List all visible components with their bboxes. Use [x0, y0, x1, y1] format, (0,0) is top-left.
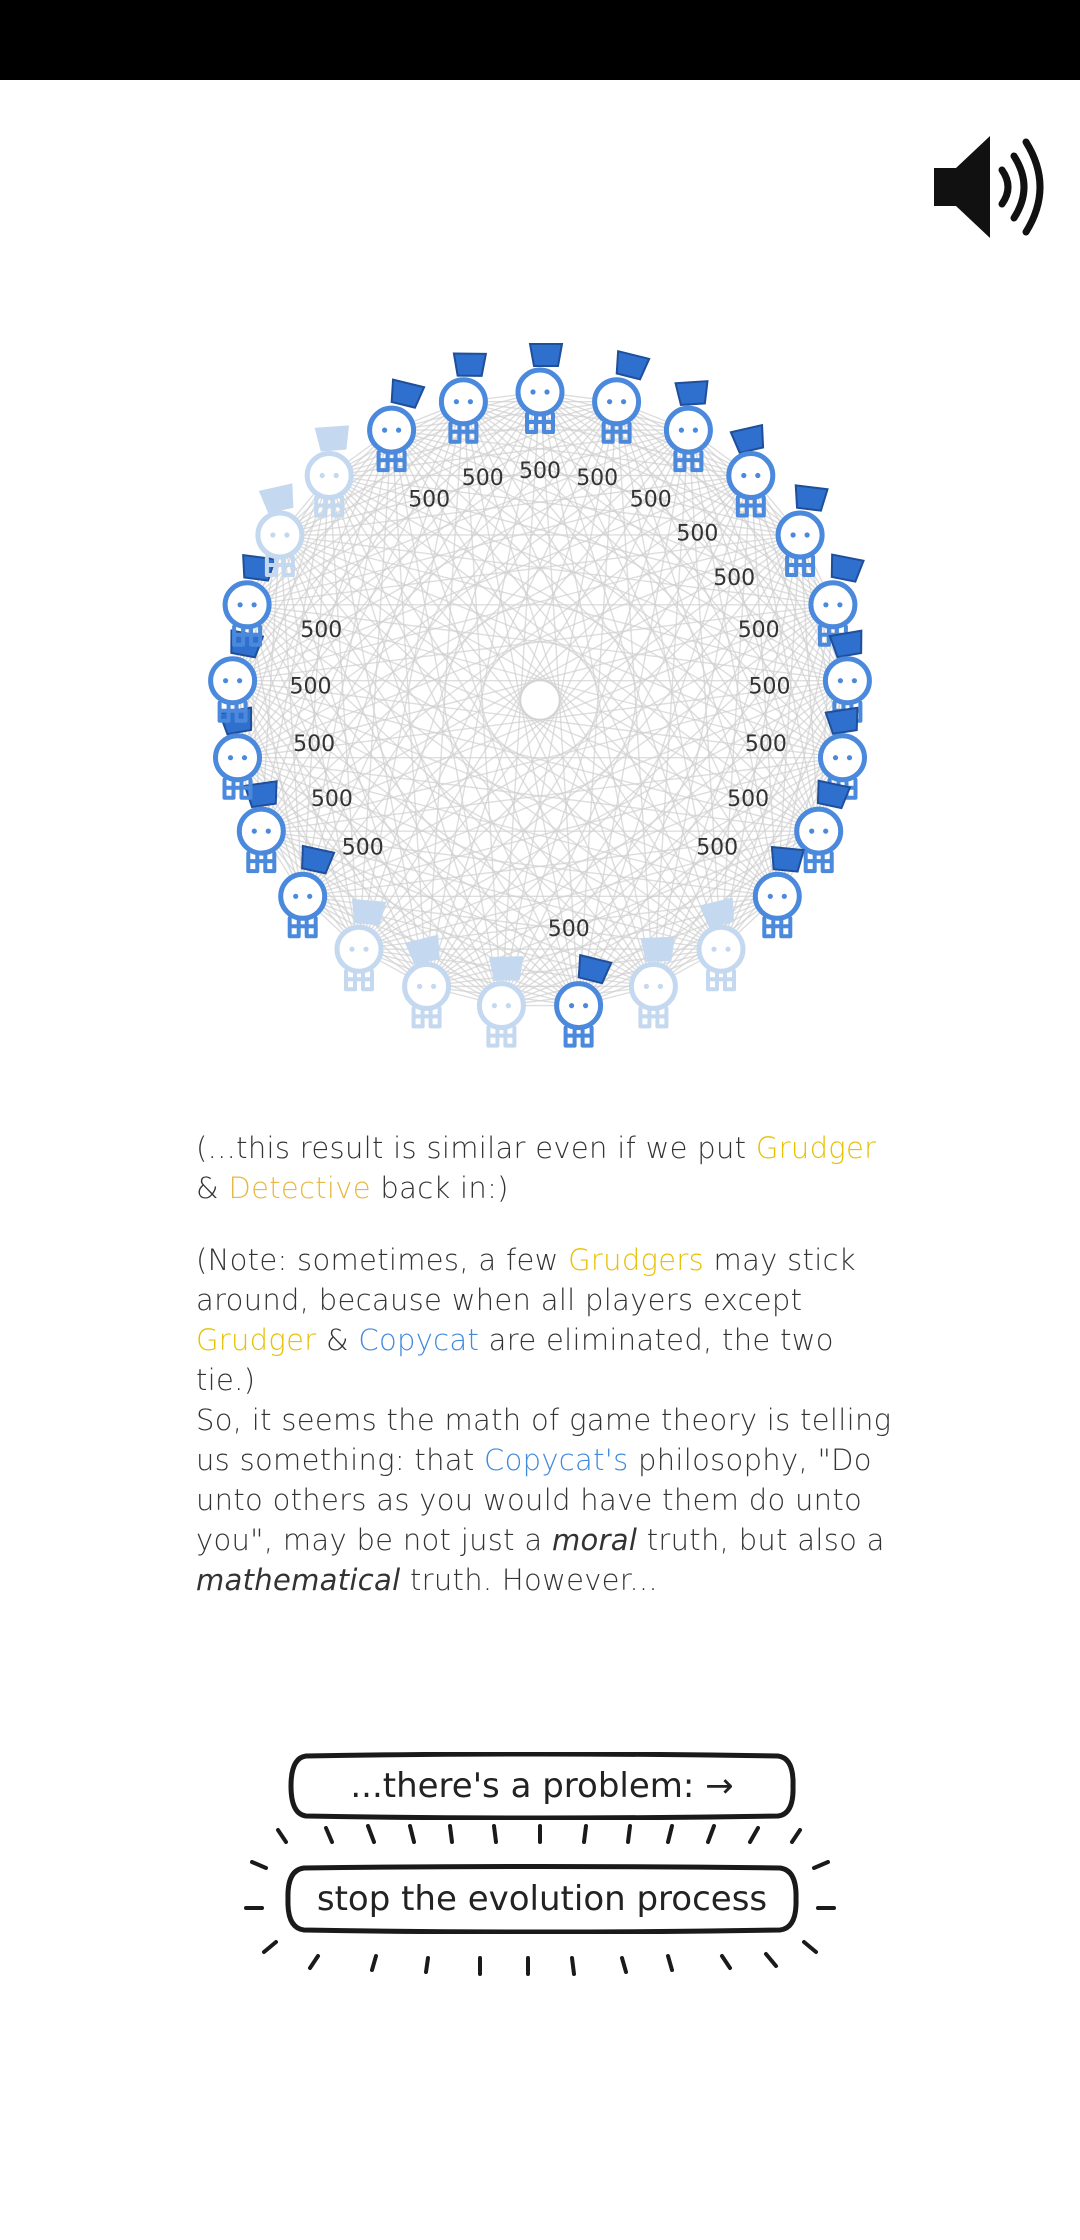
text-fragment: philosophy, "Do unto others as you would have them do unto you", may be not just a [196, 1443, 872, 1557]
player-score: 500 [547, 917, 590, 943]
player-score: 500 [727, 786, 770, 812]
text-fragment: (Note: sometimes, a few [196, 1243, 569, 1277]
player-score: 500 [293, 732, 336, 758]
stop-evolution-button[interactable] [284, 1864, 800, 1934]
copycat-player [825, 631, 869, 721]
copycat-player [595, 351, 650, 441]
copycat-label: Copycat's [484, 1443, 629, 1477]
player-score: 500 [289, 674, 332, 700]
eliminated-player [307, 426, 351, 515]
copycat-label: Copycat [358, 1323, 480, 1357]
copycat-player [729, 425, 773, 515]
player-score: 500 [310, 786, 353, 812]
player-score: 500 [713, 565, 756, 591]
text-fragment: truth. However... [400, 1563, 658, 1597]
sound-toggle-button[interactable] [928, 132, 1054, 242]
text-fragment: & [196, 1171, 229, 1205]
detective-label: Detective [228, 1171, 371, 1205]
copycat-player [370, 380, 425, 470]
player-score: 500 [461, 466, 504, 492]
text-fragment: are eliminated, the two tie.) [196, 1323, 834, 1397]
text-fragment: & [316, 1323, 359, 1357]
text-fragment: back in:) [370, 1171, 509, 1205]
moral-emphasis: moral [551, 1523, 638, 1557]
player-score: 500 [576, 466, 619, 492]
player-score: 500 [696, 835, 739, 861]
grudgers-label: Grudgers [568, 1243, 704, 1277]
copycat-player [797, 781, 850, 871]
next-problem-label: ...there's a problem: → [350, 1766, 734, 1806]
player-score: 500 [629, 487, 672, 513]
text-fragment: truth, but also a [637, 1523, 885, 1557]
player-score: 500 [300, 617, 343, 643]
player-score: 500 [676, 521, 719, 547]
text-fragment: (...this result is similar even if we put [196, 1131, 756, 1165]
grudger-label: Grudger [755, 1131, 877, 1165]
speaker-icon [928, 132, 1054, 242]
copycat-player [778, 485, 827, 575]
match-line [237, 758, 777, 897]
paragraph-game-theory [196, 1400, 896, 1600]
match-line [303, 758, 843, 897]
status-bar [0, 0, 1080, 80]
player-score: 500 [341, 835, 384, 861]
grudger-label: Grudger [196, 1323, 317, 1357]
text-fragment: may stick around, because when all players except [196, 1243, 856, 1317]
copycat-player [518, 344, 562, 432]
stop-evolution-label: stop the evolution process [316, 1879, 768, 1919]
player-score: 500 [519, 459, 561, 484]
tournament-arena [0, 330, 1080, 1090]
player-score: 500 [408, 487, 451, 513]
text-fragment: So, it seems the math of game theory is telling us something: that [196, 1403, 892, 1477]
player-score: 500 [737, 617, 780, 643]
next-problem-button[interactable] [288, 1752, 796, 1820]
mathematical-emphasis: mathematical [196, 1563, 401, 1597]
copycat-player [281, 846, 334, 936]
paragraph-grudger-detective [196, 1128, 896, 1208]
player-score: 500 [748, 674, 791, 700]
player-score: 500 [744, 732, 787, 758]
copycat-player [239, 781, 283, 871]
paragraph-note [196, 1240, 896, 1400]
